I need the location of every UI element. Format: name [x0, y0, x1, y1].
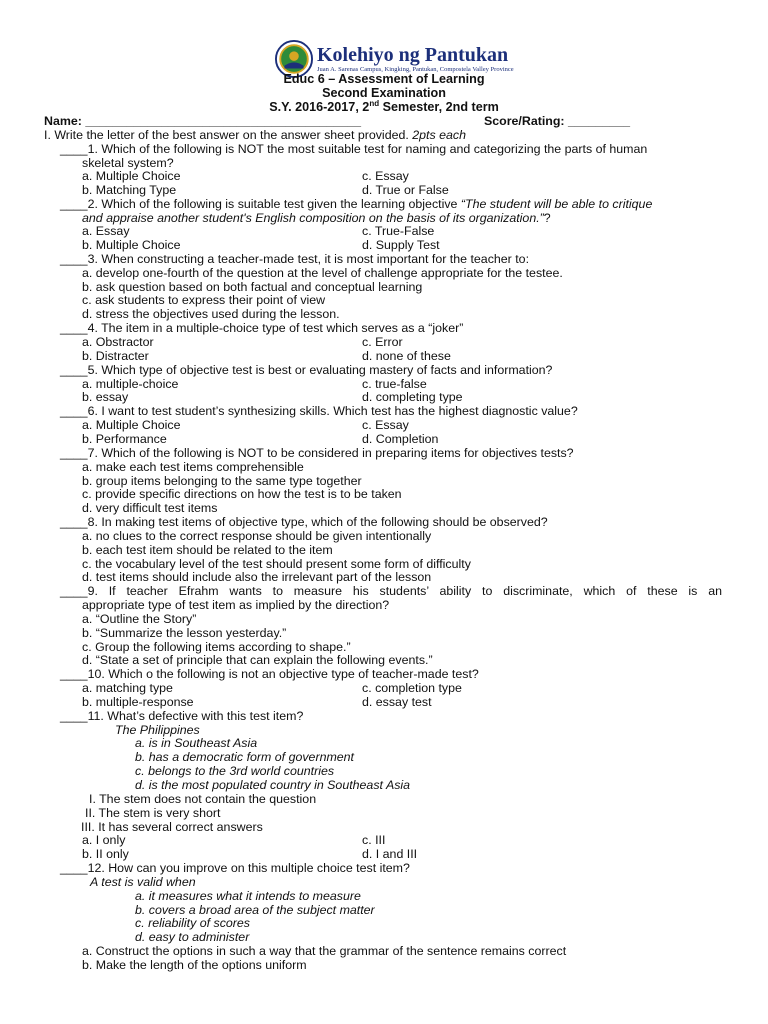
question-2-option-d: d. Supply Test: [362, 238, 440, 252]
question-3-stem: ____3. When constructing a teacher-made test, it is most important for the teacher to:: [60, 252, 530, 266]
question-3-option-d: d. stress the objectives used during the lesson.: [82, 307, 340, 321]
question-3-option-b: b. ask question based on both factual and conceptual learning: [82, 280, 423, 294]
question-5-stem: ____5. Which type of objective test is best or evaluating mastery of facts and information?: [60, 363, 553, 377]
question-11-option-d: d. I and III: [362, 847, 418, 861]
question-12-option-a: a. Construct the options in such a way that the grammar of the sentence remains correct: [82, 944, 567, 958]
question-11-statement-1: I. The stem does not contain the question: [89, 792, 317, 806]
name-field-label: Name: ________________________________________: [44, 114, 361, 128]
question-5-option-b: b. essay: [82, 390, 129, 404]
question-9-option-b: b. “Summarize the lesson yesterday.”: [82, 626, 287, 640]
question-1-option-c: c. Essay: [362, 169, 409, 183]
question-1-option-b: b. Matching Type: [82, 183, 177, 197]
question-11-statement-3: III. It has several correct answers: [81, 820, 263, 834]
question-1-stem: ____1. Which of the following is NOT the most suitable test for naming and categorizing the parts of human: [60, 142, 648, 156]
question-2-stem-cont: [82, 211, 551, 225]
question-7-option-b: b. group items belonging to the same type together: [82, 474, 362, 488]
question-6-stem: ____6. I want to test student’s synthesizing skills. Which test has the highest diagnostic value?: [60, 404, 578, 418]
question-11-statement-2: II. The stem is very short: [85, 806, 221, 820]
question-11-sample-d: d. is the most populated country in Southeast Asia: [135, 778, 411, 792]
question-11-sample-a: a. is in Southeast Asia: [135, 736, 258, 750]
question-7-option-a: a. make each test items comprehensible: [82, 460, 304, 474]
question-12-sample-c: c. reliability of scores: [135, 916, 250, 930]
question-6-option-b: b. Performance: [82, 432, 167, 446]
question-12-stem: ____12. How can you improve on this multiple choice test item?: [60, 861, 410, 875]
question-2-option-b: b. Multiple Choice: [82, 238, 181, 252]
question-2-stem: [60, 197, 652, 211]
question-11-sample-b: b. has a democratic form of government: [135, 750, 355, 764]
question-8-stem: ____8. In making test items of objective type, which of the following should be observed?: [60, 515, 548, 529]
school-address: Juan A. Sarenas Campus, Kingking, Pantukan, Compostela Valley Province: [317, 66, 514, 73]
question-1-stem-cont: skeletal system?: [82, 156, 174, 170]
question-3-option-c: c. ask students to express their point of view: [82, 293, 326, 307]
question-8-option-d: d. test items should include also the irrelevant part of the lesson: [82, 570, 432, 584]
question-3-option-a: a. develop one-fourth of the question at the level of challenge appropriate for the testee.: [82, 266, 563, 280]
question-5-option-d: d. completing type: [362, 390, 463, 404]
question-11-sample-c: c. belongs to the 3rd world countries: [135, 764, 335, 778]
question-6-option-d: d. Completion: [362, 432, 439, 446]
question-11-option-c: c. III: [362, 833, 386, 847]
question-8-option-c: c. the vocabulary level of the test should present some form of difficulty: [82, 557, 471, 571]
question-4-option-c: c. Error: [362, 335, 403, 349]
question-11-sample-title: The Philippines: [115, 723, 200, 737]
question-12-sample-a: a. it measures what it intends to measure: [135, 889, 361, 903]
question-2-option-a: a. Essay: [82, 224, 130, 238]
question-5-option-a: a. multiple-choice: [82, 377, 179, 391]
question-7-stem: ____7. Which of the following is NOT to be considered in preparing items for objectives tests?: [60, 446, 574, 460]
question-6-option-c: c. Essay: [362, 418, 409, 432]
question-10-option-d: d. essay test: [362, 695, 432, 709]
question-2-option-c: c. True-False: [362, 224, 435, 238]
question-12-option-b: b. Make the length of the options uniform: [82, 958, 307, 972]
question-8-option-a: a. no clues to the correct response should be given intentionally: [82, 529, 432, 543]
question-9-option-d: d. “State a set of principle that can explain the following events.”: [82, 653, 433, 667]
question-10-option-b: b. multiple-response: [82, 695, 194, 709]
question-2-stem-text: ____2. Which of the following is suitable test given the learning objective: [60, 197, 461, 211]
question-2-objective: “The student will be able to critique: [460, 197, 653, 211]
question-1-option-d: d. True or False: [362, 183, 449, 197]
question-9-option-a: a. “Outline the Story”: [82, 612, 197, 626]
question-6-option-a: a. Multiple Choice: [82, 418, 181, 432]
question-1-option-a: a. Multiple Choice: [82, 169, 181, 183]
question-9-option-c: c. Group the following items according to shape.”: [82, 640, 351, 654]
course-title: Educ 6 – Assessment of Learning: [283, 72, 485, 86]
school-year-superscript: nd: [369, 98, 380, 108]
school-name: Kolehiyo ng Pantukan: [317, 44, 509, 66]
score-field-label: Score/Rating: _________: [484, 114, 631, 128]
question-12-sample-b: b. covers a broad area of the subject matter: [135, 903, 375, 917]
instructions-points: 2pts each: [412, 128, 466, 142]
question-10-option-c: c. completion type: [362, 681, 462, 695]
question-7-option-d: d. very difficult test items: [82, 501, 218, 515]
question-4-stem: ____4. The item in a multiple-choice type of test which serves as a “joker”: [60, 321, 464, 335]
question-9-stem: ____9. If teacher Efrahm wants to measure his students’ ability to discriminate, which of these is an: [60, 584, 722, 598]
instructions: [44, 128, 466, 142]
school-year-prefix: S.Y. 2016-2017, 2: [269, 100, 370, 114]
question-12-sample-title: A test is valid when: [90, 875, 196, 889]
question-12-sample-d: d. easy to administer: [135, 930, 250, 944]
question-9-stem-cont: appropriate type of test item as implied by the direction?: [82, 598, 390, 612]
school-year: [0, 100, 768, 114]
question-7-option-c: c. provide specific directions on how the test is to be taken: [82, 487, 402, 501]
question-8-option-b: b. each test item should be related to the item: [82, 543, 333, 557]
question-2-mark: ?: [543, 211, 551, 225]
school-year-suffix: Semester, 2nd term: [379, 100, 499, 114]
question-4-option-d: d. none of these: [362, 349, 451, 363]
question-5-option-c: c. true-false: [362, 377, 427, 391]
instructions-text: I. Write the letter of the best answer on the answer sheet provided.: [44, 128, 413, 142]
question-10-stem: ____10. Which o the following is not an objective type of teacher-made test?: [60, 667, 479, 681]
question-4-option-a: a. Obstractor: [82, 335, 154, 349]
question-10-option-a: a. matching type: [82, 681, 173, 695]
question-4-option-b: b. Distracter: [82, 349, 149, 363]
question-2-objective-cont: and appraise another student's English composition on the basis of its organization.”: [82, 211, 544, 225]
question-11-stem: ____11. What’s defective with this test item?: [60, 709, 304, 723]
question-11-option-b: b. II only: [82, 847, 129, 861]
exam-title: Second Examination: [322, 86, 446, 100]
question-11-option-a: a. I only: [82, 833, 126, 847]
